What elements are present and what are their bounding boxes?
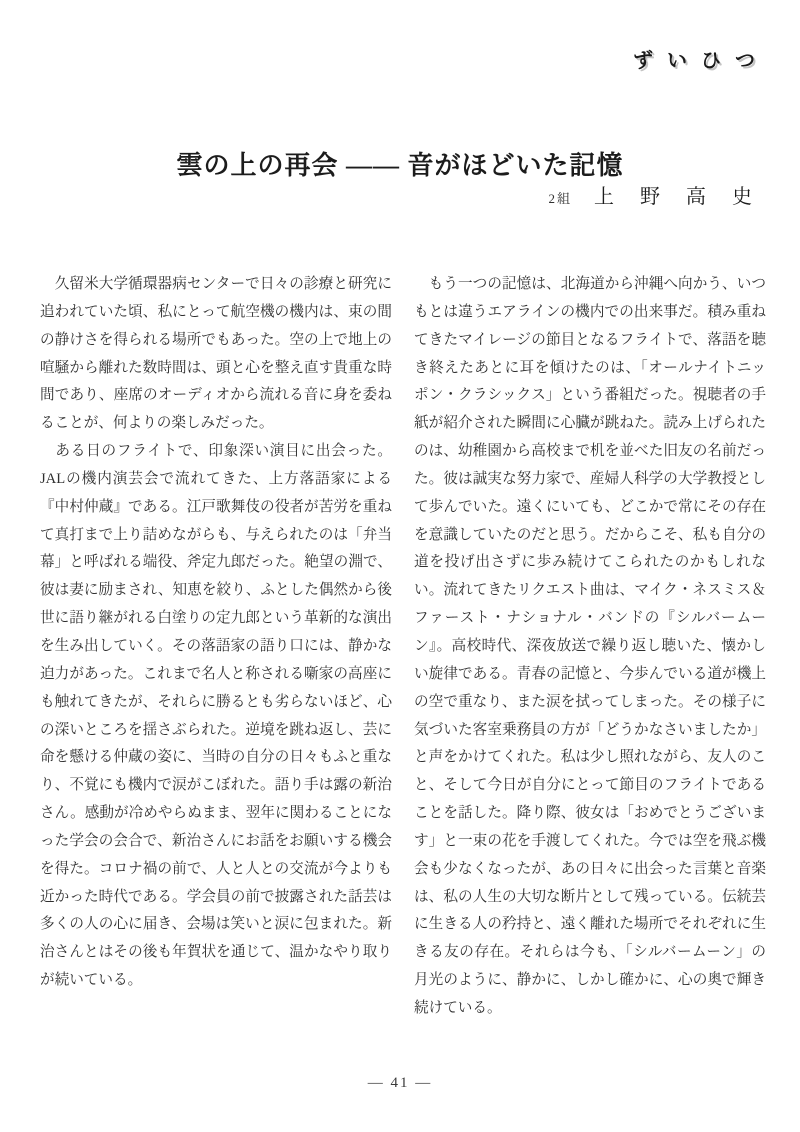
author-byline <box>548 180 755 209</box>
author-class-label: 2組 <box>548 191 572 206</box>
essay-paragraph: もう一つの記憶は、北海道から沖縄へ向かう、いつもとは違うエアラインの機内での出来事だ。積み重ねてきたマイレージの節目となるフライトで、落語を聴き終えたあとに耳を傾けたのは、「オールナイトニッポン・クラシックス」という番組だった。視聴者の手紙が紹介された瞬間に心臓が跳ねた。読み上げられたのは、幼稚園から高校まで机を並べた旧友の名前だった。彼は誠実な努力家で、産婦人科学の大学教授として歩んでいた。遠くにいても、どこかで常にその存在を意識していたのだと思う。だからこそ、私も自分の道を投げ出さずに歩み続けてこられたのかもしれない。流れてきたリクエスト曲は、マイク・ネスミス＆ファースト・ナショナル・バンドの『シルバームーン』。高校時代、深夜放送で繰り返し聴いた、懐かしい旋律である。青春の記憶と、今歩んでいる道が機上の空で重なり、また涙を拭ってしまった。その様子に気づいた客室乗務員の方が「どうかなさいましたか」と声をかけてくれた。私は少し照れながら、友人のこと、そして今日が自分にとって節目のフライトであることを話した。降り際、彼女は「おめでとうございます」と一束の花を手渡してくれた。今では空を飛ぶ機会も少なくなったが、あの日々に出会った言葉と音楽は、私の人生の大切な断片として残っている。伝統芸に生きる人の矜持と、遠く離れた場所でそれぞれに生きる友の存在。それらは今も、「シルバームーン」の月光のように、静かに、しかし確かに、心の奥で輝き続けている。 <box>414 276 766 1016</box>
essay-body-columns <box>40 271 766 1027</box>
section-header-label: ずいひつ <box>633 50 769 72</box>
essay-paragraph: 久留米大学循環器病センターで日々の診療と研究に追われていた頃、私にとって航空機の機内は、束の間の静けさを得られる場所でもあった。空の上で地上の喧騒から離れた数時間は、頭と心を整え直す貴重な時間であり、座席のオーディオから流れる音に身を委ねることが、何よりの楽しみだった。 <box>40 276 392 432</box>
essay-paragraph: ある日のフライトで、印象深い演目に出会った。JALの機内演芸会で流れてきた、上方落語家による『中村仲蔵』である。江戸歌舞伎の役者が苦労を重ねて真打まで上り詰めながらも、与えられたのは「弁当幕」と呼ばれる端役、斧定九郎だった。絶望の淵で、彼は妻に励まされ、知恵を絞り、ふとした偶然から後世に語り継がれる白塗りの定九郎という革新的な演出を生み出していく。その落語家の語り口には、静かな迫力があった。これまで名人と称される噺家の高座にも触れてきたが、それらに勝るとも劣らないほど、心の深いところを揺さぶられた。逆境を跳ね返し、芸に命を懸ける仲蔵の姿に、当時の自分の日々もふと重なり、不覚にも機内で涙がこぼれた。語り手は露の新治さん。感動が冷めやらぬまま、翌年に関わることになった学会の会合で、新治さんにお話をお願いする機会を得た。コロナ禍の前で、人と人との交流が今よりも近かった時代である。学会員の前で披露された話芸は多くの人の心に届き、会場は笑いと涙に包まれた。新治さんとはその後も年賀状を通じて、温かなやり取りが続いている。 <box>40 443 392 989</box>
essay-title: 雲の上の再会 ―― 音がほどいた記憶 <box>176 151 624 181</box>
page-number: ― 41 ― <box>367 1075 433 1091</box>
author-name: 上 野 高 史 <box>594 186 755 208</box>
